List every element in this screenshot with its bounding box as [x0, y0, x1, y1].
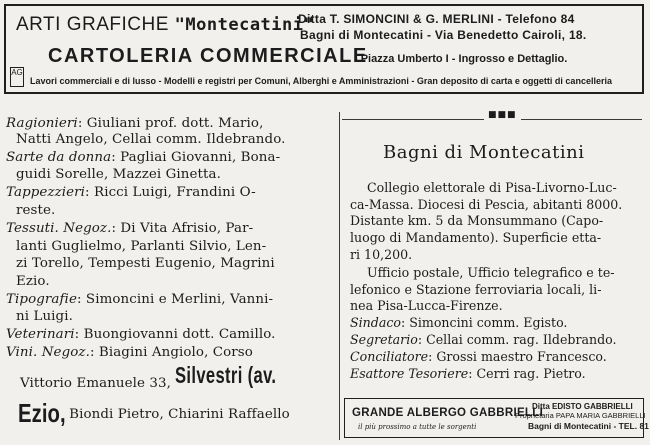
official-line: Sindaco: Simoncini comm. Egisto. [350, 315, 568, 330]
town-text-line: Ufficio postale, Ufficio telegrafico e te- [367, 265, 615, 280]
town-text-line: ca-Massa. Diocesi di Pescia, abitanti 8000. [350, 197, 623, 212]
listing-line: Vini. Negoz.: Biagini Angiolo, Corso [6, 345, 253, 360]
listing-line: reste. [16, 203, 56, 218]
listing-line: Tappezzieri: Ricci Luigi, Frandini O- [6, 185, 256, 200]
town-text-line: luogo di Mandamento). Superficie etta- [350, 230, 602, 245]
piazza-line: - Piazza Umberto I - Ingrosso e Dettaglio. [354, 53, 568, 65]
town-text-line: ri 10,200. [350, 247, 413, 262]
listing-line: Tessuti. Negoz.: Di Vita Afrisio, Par- [6, 221, 254, 236]
ditta-line: Ditta T. SIMONCINI & G. MERLINI - Telefono 84 [298, 12, 575, 26]
silvestri-bold: Silvestri (av. [175, 362, 277, 388]
listing-line: lanti Guglielmo, Parlanti Silvio, Len- [16, 239, 267, 254]
listing-line: Vittorio Emanuele 33, Silvestri (av. [20, 362, 277, 391]
listing-line: Veterinari: Buongiovanni dott. Camillo. [6, 327, 276, 342]
listing-line: guidi Sorelle, Mazzei Ginetta. [16, 167, 221, 182]
column-divider [339, 112, 340, 440]
lavori-line: Lavori commerciali e di lusso - Modelli e registri per Comuni, Alberghi e Amministrazioni - Gran deposito di carta e oggetti di cancelleria [30, 76, 612, 86]
official-line: Conciliatore: Grossi maestro Francesco. [350, 349, 607, 364]
hotel-subtitle: il più prossimo a tutte le sorgenti [358, 423, 477, 431]
hotel-ditta: Ditta EDISTO GABBRIELLI [532, 402, 633, 411]
town-text-line: Collegio elettorale di Pisa-Livorno-Luc- [367, 180, 617, 195]
town-text-line: lefonico e Stazione ferroviaria locali, li- [350, 282, 602, 297]
listing-line: Ezio, Biondi Pietro, Chiarini Raffaello [18, 398, 290, 428]
town-title: Bagni di Montecatini [383, 142, 585, 163]
listing-line: Tipografie: Simoncini e Merlini, Vanni- [6, 292, 274, 307]
hotel-name: GRANDE ALBERGO GABBRIELLI [352, 407, 544, 419]
ornament-dots: ■■■ [484, 110, 521, 120]
printer-logo-icon: AG [10, 67, 24, 87]
official-line: Esattore Tesoriere: Cerri rag. Pietro. [350, 366, 586, 381]
hotel-telephone: Bagni di Montecatini - TEL. 81 [528, 421, 649, 431]
town-text-line: Distante km. 5 da Monsummano (Capo- [350, 213, 604, 228]
cartoleria-heading: CARTOLERIA COMMERCIALE [48, 45, 368, 67]
hotel-proprietor: Proprietaria PAPA MARIA GABBRIELLI [515, 411, 646, 420]
ezio-bold: Ezio, [18, 398, 66, 428]
bagni-address: Bagni di Montecatini - Via Benedetto Cairoli, 18. [300, 28, 587, 42]
listing-line: zi Torello, Tempesti Eugenio, Magrini [16, 256, 275, 271]
listing-line: Sarte da donna: Pagliai Giovanni, Bona- [6, 150, 281, 165]
listing-line: Natti Angelo, Cellai comm. Ildebrando. [16, 132, 286, 147]
listing-line: Ragionieri: Giuliani prof. dott. Mario, [6, 116, 264, 131]
listing-line: ni Luigi. [16, 309, 73, 324]
official-line: Segretario: Cellai comm. rag. Ildebrando. [350, 332, 617, 347]
arti-grafiche-heading: ARTI GRAFICHE "Montecatini" [16, 14, 315, 35]
town-text-line: nea Pisa-Lucca-Firenze. [350, 298, 503, 313]
listing-line: Ezio. [16, 274, 50, 289]
